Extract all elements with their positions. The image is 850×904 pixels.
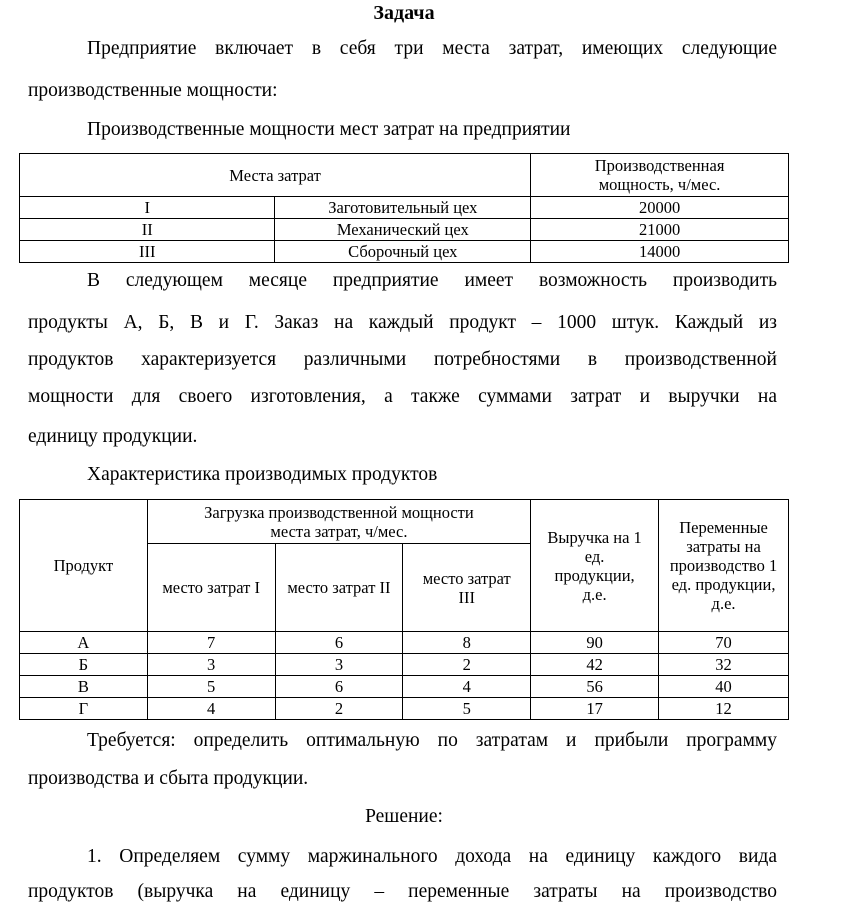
load-place-2: 6 — [275, 676, 403, 698]
task-title: Задача — [373, 2, 435, 24]
capacity-value: 20000 — [531, 197, 789, 219]
revenue-value: 56 — [531, 676, 659, 698]
header-cost-place-3: место затрат III — [403, 544, 531, 632]
capacity-table — [19, 153, 789, 263]
revenue-value: 17 — [531, 698, 659, 720]
intro-line-1: Предприятие включает в себя три места затрат, имеющих следующие — [87, 38, 777, 59]
cost-place-number: II — [20, 219, 275, 241]
cost-place-number: III — [20, 241, 275, 263]
product-name: Б — [20, 654, 148, 676]
para2-line-4: мощности для своего изготовления, а также суммами затрат и выручки на — [28, 386, 777, 407]
cost-place-name: Механический цех — [275, 219, 531, 241]
cost-place-name: Заготовительный цех — [275, 197, 531, 219]
step1-line-1: 1. Определяем сумму маржинального дохода на единицу каждого вида — [87, 846, 777, 867]
header-product: Продукт — [20, 500, 148, 632]
header-cost-place-2: место затрат II — [275, 544, 403, 632]
product-name: В — [20, 676, 148, 698]
header-cost-places: Места затрат — [20, 154, 531, 197]
table1-caption: Производственные мощности мест затрат на предприятии — [87, 119, 571, 140]
load-place-1: 3 — [147, 654, 275, 676]
table-row — [20, 219, 789, 241]
load-place-3: 2 — [403, 654, 531, 676]
load-place-2: 3 — [275, 654, 403, 676]
step1-line-2: продуктов (выручка на единицу – переменные затраты на производство — [28, 881, 777, 902]
table-row — [20, 241, 789, 263]
capacity-value: 14000 — [531, 241, 789, 263]
table-row — [20, 197, 789, 219]
load-place-1: 7 — [147, 632, 275, 654]
variable-cost-value: 70 — [659, 632, 789, 654]
header-capacity-load: Загрузка производственной мощности места затрат, ч/мес. — [147, 500, 530, 544]
load-place-3: 4 — [403, 676, 531, 698]
header-capacity: Производственная мощность, ч/мес. — [531, 154, 789, 197]
product-name: А — [20, 632, 148, 654]
table-row — [20, 676, 789, 698]
products-table — [19, 499, 789, 720]
header-revenue: Выручка на 1 ед. продукции, д.е. — [531, 500, 659, 632]
solution-heading: Решение: — [365, 806, 443, 827]
header-variable-costs: Переменные затраты на производство 1 ед. продукции, д.е. — [659, 500, 789, 632]
cost-place-number: I — [20, 197, 275, 219]
cost-place-name: Сборочный цех — [275, 241, 531, 263]
variable-cost-value: 12 — [659, 698, 789, 720]
load-place-3: 8 — [403, 632, 531, 654]
load-place-3: 5 — [403, 698, 531, 720]
load-place-1: 5 — [147, 676, 275, 698]
variable-cost-value: 32 — [659, 654, 789, 676]
load-place-1: 4 — [147, 698, 275, 720]
task-line-2: производства и сбыта продукции. — [28, 768, 309, 789]
table-row — [20, 654, 789, 676]
table2-caption: Характеристика производимых продуктов — [87, 464, 438, 485]
revenue-value: 42 — [531, 654, 659, 676]
intro-line-2: производственные мощности: — [28, 80, 278, 101]
task-line-1: Требуется: определить оптимальную по затратам и прибыли программу — [87, 730, 777, 751]
para2-line-3: продуктов характеризуется различными потребностями в производственной — [28, 349, 777, 370]
table-row — [20, 632, 789, 654]
product-name: Г — [20, 698, 148, 720]
para2-line-5: единицу продукции. — [28, 426, 198, 447]
load-place-2: 6 — [275, 632, 403, 654]
table-row — [20, 698, 789, 720]
variable-cost-value: 40 — [659, 676, 789, 698]
load-place-2: 2 — [275, 698, 403, 720]
header-cost-place-1: место затрат I — [147, 544, 275, 632]
revenue-value: 90 — [531, 632, 659, 654]
para2-line-1: В следующем месяце предприятие имеет возможность производить — [87, 270, 777, 291]
para2-line-2: продукты А, Б, В и Г. Заказ на каждый продукт – 1000 штук. Каждый из — [28, 312, 777, 333]
capacity-value: 21000 — [531, 219, 789, 241]
